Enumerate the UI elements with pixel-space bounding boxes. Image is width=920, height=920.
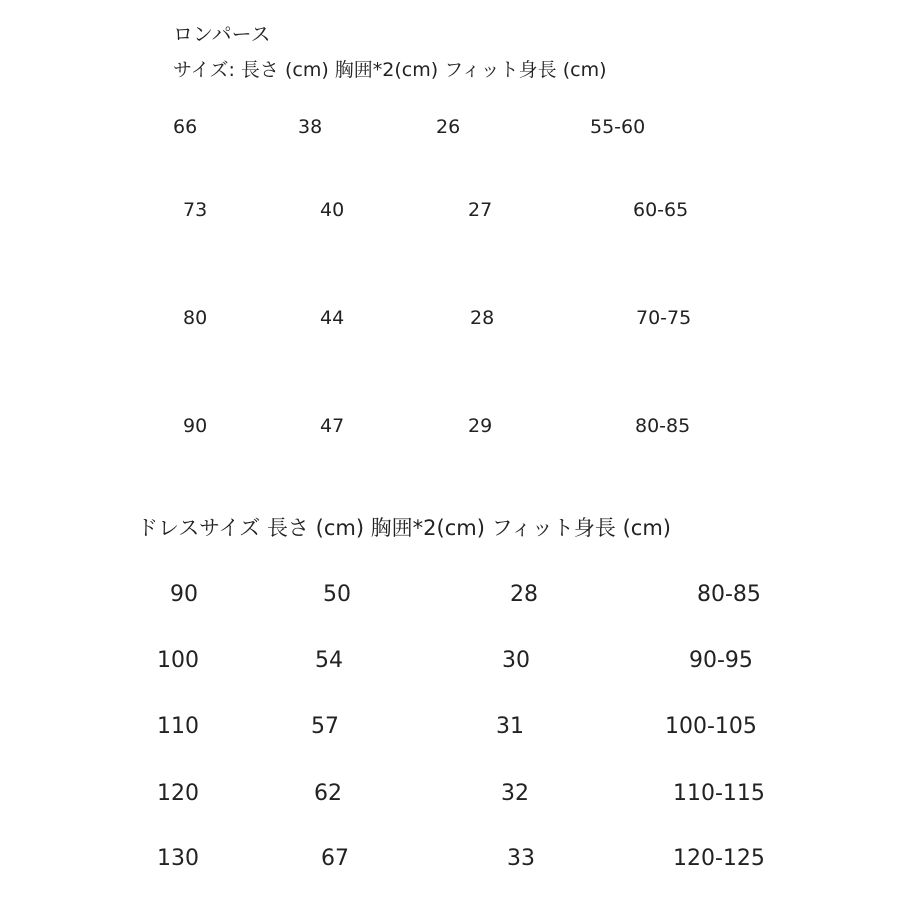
- dress-row-4-height: 110-115: [673, 781, 765, 806]
- dress-row-4-sleeve: 32: [501, 781, 529, 806]
- dress-row-4-chest: 62: [314, 781, 342, 806]
- romper-row-1-chest: 38: [298, 116, 323, 138]
- romper-row-4-height: 80-85: [635, 415, 691, 437]
- romper-row-1-length: 66: [173, 116, 198, 138]
- dress-row-5-length: 130: [157, 846, 199, 871]
- dress-row-1-length: 90: [170, 582, 198, 607]
- romper-row-1-sleeve: 26: [436, 116, 461, 138]
- dress-row-2-length: 100: [157, 648, 199, 673]
- romper-row-3-sleeve: 28: [470, 307, 495, 329]
- romper-row-2-chest: 40: [320, 199, 345, 221]
- dress-row-5-height: 120-125: [673, 846, 765, 871]
- romper-row-2-height: 60-65: [633, 199, 689, 221]
- dress-row-3-height: 100-105: [665, 714, 757, 739]
- dress-row-2-height: 90-95: [689, 648, 753, 673]
- romper-header: サイズ: 長さ (cm) 胸囲*2(cm) フィット身長 (cm): [173, 59, 607, 81]
- dress-row-4-length: 120: [157, 781, 199, 806]
- romper-row-4-chest: 47: [320, 415, 345, 437]
- dress-row-3-sleeve: 31: [496, 714, 524, 739]
- dress-row-3-chest: 57: [311, 714, 339, 739]
- romper-row-1-height: 55-60: [590, 116, 646, 138]
- dress-row-3-length: 110: [157, 714, 199, 739]
- dress-row-2-sleeve: 30: [502, 648, 530, 673]
- dress-header: ドレスサイズ 長さ (cm) 胸囲*2(cm) フィット身長 (cm): [137, 516, 671, 540]
- dress-row-5-chest: 67: [321, 846, 349, 871]
- romper-row-3-length: 80: [183, 307, 208, 329]
- dress-row-1-chest: 50: [323, 582, 351, 607]
- dress-row-2-chest: 54: [315, 648, 343, 673]
- romper-row-3-height: 70-75: [636, 307, 692, 329]
- romper-row-2-length: 73: [183, 199, 208, 221]
- romper-title: ロンパース: [173, 22, 271, 46]
- dress-row-1-height: 80-85: [697, 582, 761, 607]
- romper-row-3-chest: 44: [320, 307, 345, 329]
- romper-row-4-sleeve: 29: [468, 415, 493, 437]
- dress-row-1-sleeve: 28: [510, 582, 538, 607]
- romper-row-4-length: 90: [183, 415, 208, 437]
- dress-row-5-sleeve: 33: [507, 846, 535, 871]
- romper-row-2-sleeve: 27: [468, 199, 493, 221]
